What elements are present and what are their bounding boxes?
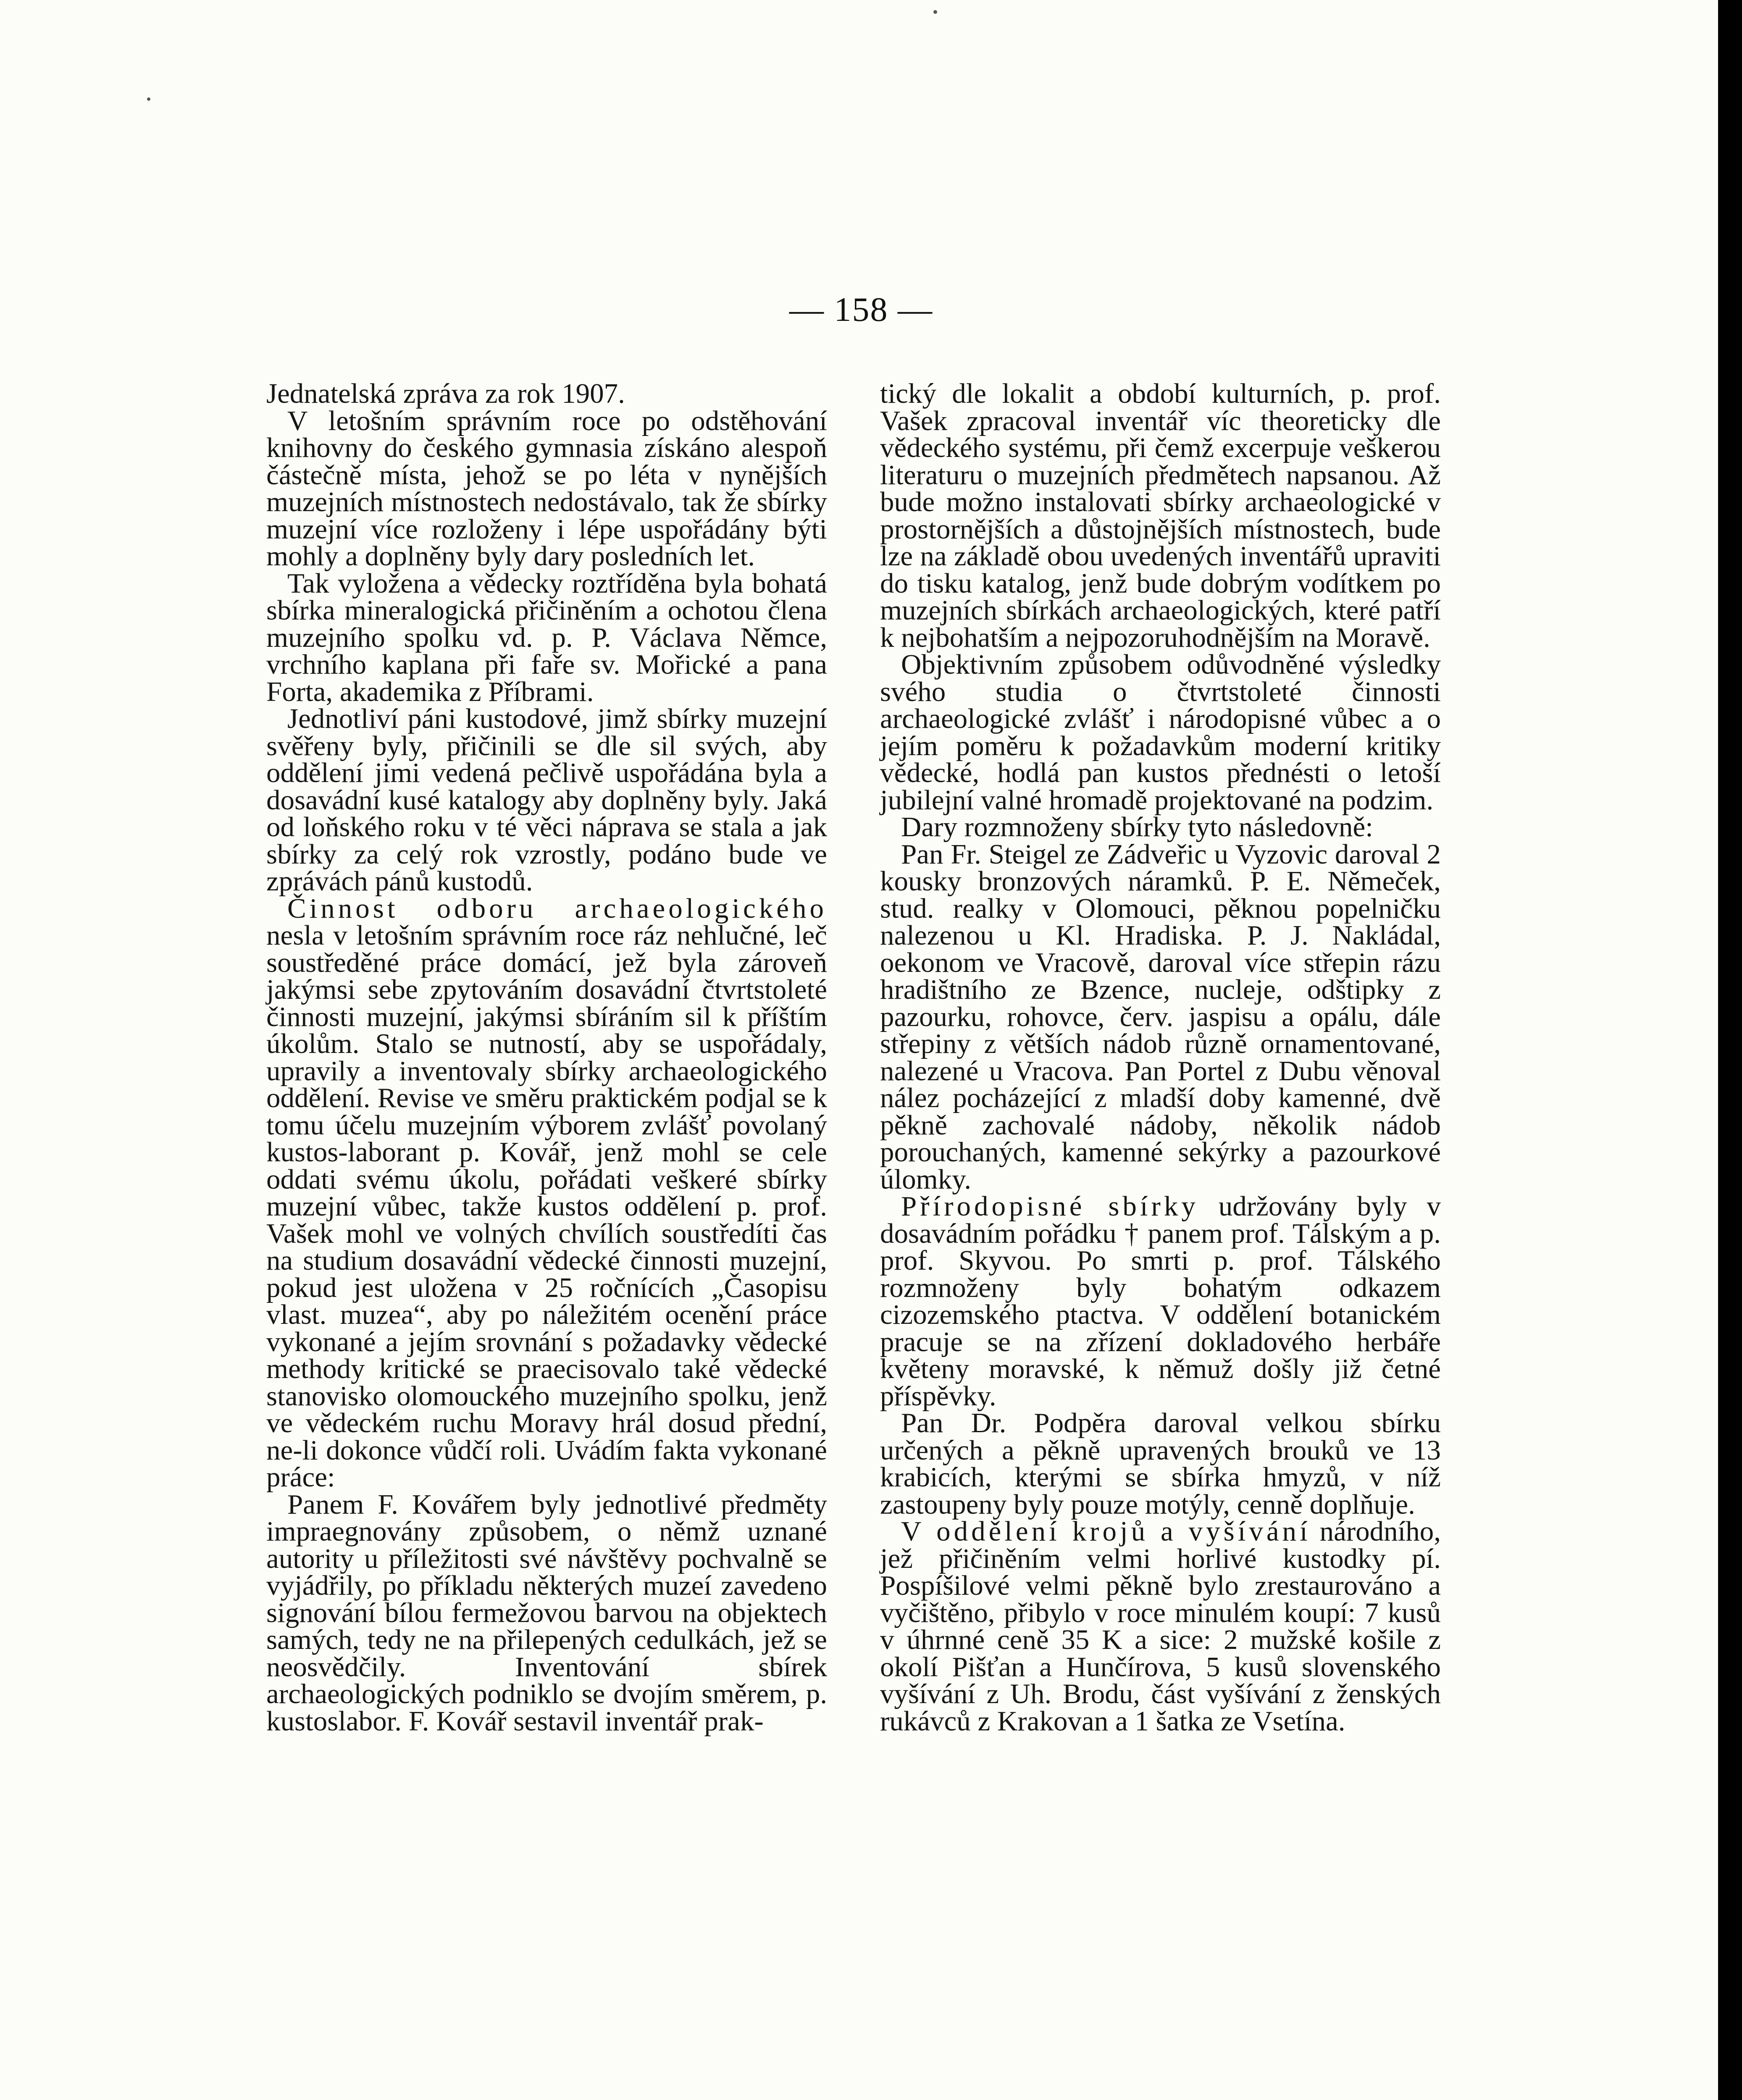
paragraph [266,407,827,570]
paragraph [880,380,1441,651]
paragraph [880,811,1441,843]
paragraph-text: Panem F. Kovářem byly jednotlivé předměty impraegnovány způsobem, o němž uznané autority u příležitosti své návštěvy pochvalně se vyjádřily, po příkladu některých muzeí zavedeno signování bílou fermežovou barvou na objektech samých, tedy ne na přilepených cedulkách, jež se neosvědčily. Inventování sbírek archaeologických podniklo se dvojím směrem, p. kustoslabor. F. Kovář sestavil inventář prak- [266,1488,827,1737]
paragraph-text: V letošním správním roce po odstěhování knihovny do českého gymnasia získáno alespoň částečně místa, jehož se po léta v nynějších muzejních místnostech nedostávalo, tak že sbírky muzejní více rozloženy i lépe uspořádány býti mohly a doplněny byly dary posledních let. [266,405,827,572]
right-text-column [880,380,1441,1735]
paragraph [266,1488,827,1737]
section-heading-spaced: Přírodopisné sbírky [901,1191,1199,1222]
paragraph-text: Pan Dr. Podpěra daroval velkou sbírku určených a pěkně upravených brouků ve 13 krabicích, kterými se sbírka hmyzů, v níž zastoupeny byly pouze motýly, cenně doplňuje. [880,1407,1441,1520]
paragraph-text: Tak vyložena a vědecky roztříděna byla bohatá sbírka mineralogická přičiněním a ochotou člena muzejního spolku vd. p. P. Václava Němce, vrchního kaplana při faře sv. Mořické a pana Forta, akademika z Příbrami. [266,567,827,707]
paragraph-text: Jednatelská zpráva za rok 1907. [266,378,625,409]
paragraph [266,380,827,407]
paragraph [266,567,827,707]
paragraph-text: udržovány byly v dosavádním pořádku † panem prof. Tálským a p. prof. Skyvou. Po smrti p. prof. Tálského rozmnoženy byly bohatým odkazem cizozemského ptactva. V oddělení botanickém pracuje se na zřízení dokladového herbáře květeny moravské, k němuž došly již četné příspěvky. [880,1191,1441,1412]
paragraph-text: Dary rozmnoženy sbírky tyto následovně: [901,811,1373,843]
paragraph [880,838,1441,1195]
paragraph-text: nesla v letošním správním roce ráz nehlučné, leč soustředěné práce domácí, jež byla zároveň jakýmsi sebe zpytováním dosavádní čtvrtstoleté činnosti muzejní, jakýmsi sbíráním sil k příštím úkolům. Stalo se nutností, aby se uspořádaly, upravily a inventovaly sbírky archaeologického oddělení. Revise ve směru praktickém podjal se k tomu účelu muzejním výborem zvlášť povolaný kustos-laborant p. Kovář, jenž mohl se cele oddati svému úkolu, pořádati veškeré sbírky muzejní vůbec, takže kustos oddělení p. prof. Vašek mohl ve volných chvílích soustředíti čas na studium dosavádní vědecké činnosti muzejní, pokud jest uložena v 25 ročnících „Časopisu vlast. muzea“, aby po náležitém ocenění práce vykonané a jejím srovnání s požadavky vědecké methody kritické se praecisovalo také vědecké stanovisko olomouckého muzejního spolku, jenž ve vědeckém ruchu Moravy hrál dosud přední, ne-li dokonce vůdčí roli. Uvádím fakta vykonané práce: [266,920,827,1493]
paragraph [266,892,827,1493]
paragraph-text: Objektivním způsobem odůvodněné výsledky svého studia o čtvrtstoleté činnosti archaeologické zvlášť i národopisné vůbec a o jejím poměru k požadavkům moderní kritiky vědecké, hodlá pan kustos přednésti o letoší jubilejní valné hromadě projektované na podzim. [880,649,1441,816]
section-heading-spaced: V oddělení krojů a vyšívání [901,1516,1311,1547]
paragraph [266,705,827,895]
paragraph-text: Pan Fr. Steigel ze Zádveřic u Vyzovic daroval 2 kousky bronzových náramků. P. E. Němeček, stud. realky v Olomouci, pěknou popelničku nalezenou u Kl. Hradiska. P. J. Nakládal, oekonom ve Vracově, daroval více střepin rázu hradištního ze Bzence, nucleje, odštipky z pazourku, rohovce, červ. jaspisu a opálu, dále střepiny z větších nádob různě ornamentované, nalezené u Vracova. Pan Portel z Dubu věnoval nález pocházející z mladší doby kamenné, dvě pěkně zachovalé nádoby, několik nádob porouchaných, kamenné sekýrky a pazourkové úlomky. [880,838,1441,1195]
paragraph-text: Jednotliví páni kustodové, jimž sbírky muzejní svěřeny byly, přičinili se dle sil svých, aby oddělení jimi vedená pečlivě uspořádána byla a dosavádní kusé katalogy aby doplněny byly. Jaká od loňského roku v té věci náprava se stala a jak sbírky za celý rok vzrostly, podáno bude ve zprávách pánů kustodů. [266,703,827,897]
left-text-column [266,380,827,1735]
scan-edge [1718,0,1742,2100]
paragraph [880,1407,1441,1520]
paragraph-text: tický dle lokalit a období kulturních, p. prof. Vašek zpracoval inventář víc theoreticky dle vědeckého systému, při čemž excerpuje veškerou literaturu o muzejních předmětech napsanou. Až bude možno instalovati sbírky archaeologické v prostornějších a důstojnějších místnostech, bude lze na základě obou uvedených inventářů upraviti do tisku katalog, jenž bude dobrým vodítkem po muzejních sbírkách archaeologických, které patří k nejbohatším a nejpozoruhodnějším na Moravě. [880,378,1441,653]
page-number: — 158 — [789,290,933,328]
paragraph [880,651,1441,814]
paragraph [880,1518,1441,1735]
print-speck [147,97,150,101]
section-heading-spaced: Činnost odboru archaeologického [287,892,827,924]
paragraph [880,1193,1441,1410]
print-speck [933,10,937,14]
paragraph-text: národního, jež přičiněním velmi horlivé kustodky pí. Pospíšilové velmi pěkně bylo zrestaurováno a vyčištěno, přibylo v roce minulém koupí: 7 kusů v úhrnné ceně 35 K a sice: 2 mužské košile z okolí Pišťan a Hunčírova, 5 kusů slovenského vyšívání z Uh. Brodu, část vyšívání z ženských rukávců z Krakovan a 1 šatka ze Vsetína. [880,1516,1441,1737]
